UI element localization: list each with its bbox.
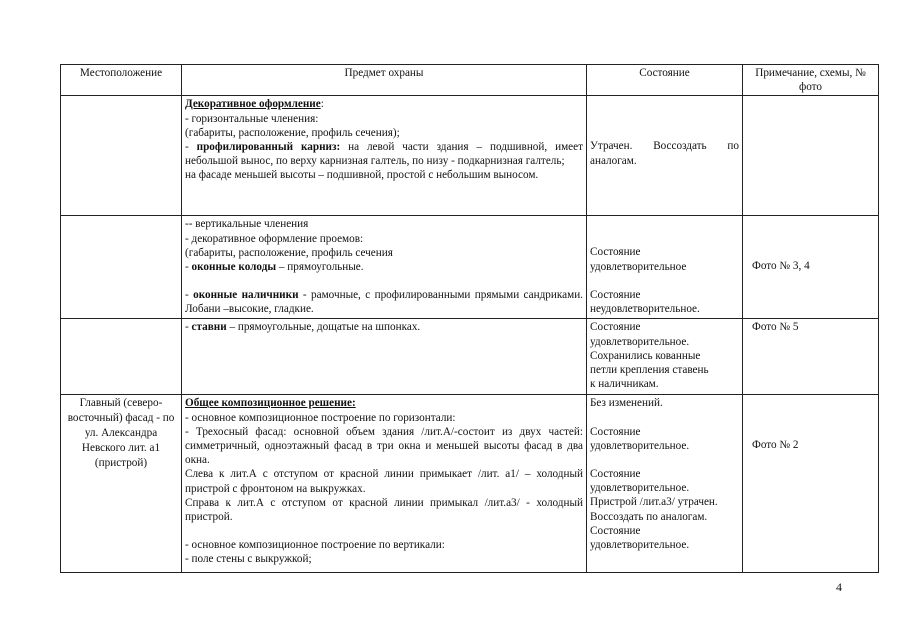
cell-location (61, 216, 182, 319)
bold-term: ставни (191, 321, 227, 334)
subject-line: - основное композиционное построение по горизонтали: (185, 411, 456, 424)
bold-term: профилированный карниз: (196, 141, 341, 154)
cell-subject (182, 216, 587, 319)
subject-line-cornice: - профилированный карниз: на левой части здания – подшивной, имеет небольшой вынос, по верху карнизная галтель, по низу - подкарнизная галтель; (185, 141, 583, 168)
table-row (61, 216, 879, 319)
table-row (61, 395, 879, 573)
subject-line: - поле стены с выкружкой; (185, 553, 312, 566)
cell-note (743, 395, 879, 573)
subject-line: - декоративное оформление проемов: (185, 232, 364, 245)
bold-term: оконные наличники (193, 289, 299, 302)
header-location: Местоположение (61, 65, 182, 96)
subject-line: -- вертикальные членения (185, 218, 309, 231)
cell-subject (182, 319, 587, 395)
subject-line-window-frames: - оконные колоды – прямоугольные. (185, 261, 364, 274)
table-row (61, 96, 879, 216)
subject-title: Общее композиционное решение: (185, 397, 356, 410)
cell-state (587, 216, 743, 319)
cell-location-facade: Главный (северо-восточный) фасад - по ул. Александра Невского лит. а1 (пристрой) (61, 395, 182, 573)
table-header-row (61, 65, 879, 96)
subject-line: (габариты, расположение, профиль сечения (185, 246, 393, 259)
cell-note (743, 216, 879, 319)
state-text: Состояние неудовлетворительное. (590, 288, 700, 316)
subject-line: Справа к лит.А с отступом от красной линии примыкал /лит.а3/ - холодный пристрой. (185, 496, 583, 524)
cell-subject (182, 395, 587, 573)
subject-line: на фасаде меньшей высоты – подшивной, простой с небольшим выносом. (185, 169, 539, 182)
state-text: Состояние удовлетворительное (590, 246, 687, 273)
cell-state (587, 319, 743, 395)
photo-reference: Фото № 2 (752, 439, 799, 452)
state-text: Состояние удовлетворительное. (590, 468, 690, 495)
subject-line-window-casings: - оконные наличники - рамочные, с профилированными прямыми сандриками. Лобани –высокие, гладкие. (185, 289, 583, 316)
state-text: Состояние удовлетворительное. (590, 425, 690, 452)
header-state: Состояние (587, 65, 743, 96)
state-text: Без изменений. (590, 397, 663, 410)
bold-term: оконные колоды (191, 261, 277, 274)
cell-location (61, 319, 182, 395)
page-number: 4 (836, 580, 842, 594)
subject-title: Декоративное оформление (185, 98, 321, 111)
photo-reference: Фото № 5 (752, 321, 799, 334)
header-subject: Предмет охраны (182, 65, 587, 96)
state-text: Состояние удовлетворительное. Сохранились кованные петли крепления ставень к наличникам. (590, 321, 709, 391)
cell-note (743, 319, 879, 395)
photo-reference: Фото № 3, 4 (752, 260, 810, 273)
subject-line: (габариты, расположение, профиль сечения); (185, 126, 400, 139)
subject-line: - Трехосный фасад: основной объем здания /лит.А/-состоит из двух частей: симметричный, одноэтажный фасад в три окна и меньшей высоты фасад в два окна. (185, 425, 583, 467)
cell-state (587, 395, 743, 573)
cell-subject: Декоративное оформление: - горизонтальные членения: (габариты, расположение, профиль сечения); - профилированный карниз: на левой части здания – подшивной, имеет небольшой вынос, по верху карнизная галтель, по низу - подкарнизная галтель; на фасаде меньшей высоты – подшивной, простой с небольшим выносом. (182, 96, 587, 216)
table-row (61, 319, 879, 395)
header-note: Примечание, схемы, № фото (743, 65, 879, 96)
subject-line-shutters: - ставни – прямоугольные, дощатые на шпонках. (185, 321, 421, 334)
state-text: Состояние удовлетворительное. (590, 524, 690, 552)
subject-line: - основное композиционное построение по вертикали: (185, 539, 445, 552)
cell-note (743, 96, 879, 216)
cell-location (61, 96, 182, 216)
cell-state (587, 96, 743, 216)
subject-line: - горизонтальные членения: (185, 112, 319, 125)
protection-table (60, 64, 879, 573)
subject-line: Слева к лит.А с отступом от красной линии примыкает /лит. а1/ – холодный пристрой с фронтоном на выкружках. (185, 468, 583, 495)
state-text: Пристрой /лит.а3/ утрачен. Воссоздать по аналогам. (590, 496, 718, 523)
state-text: Утрачен. Воссоздать по аналогам. (590, 140, 739, 167)
